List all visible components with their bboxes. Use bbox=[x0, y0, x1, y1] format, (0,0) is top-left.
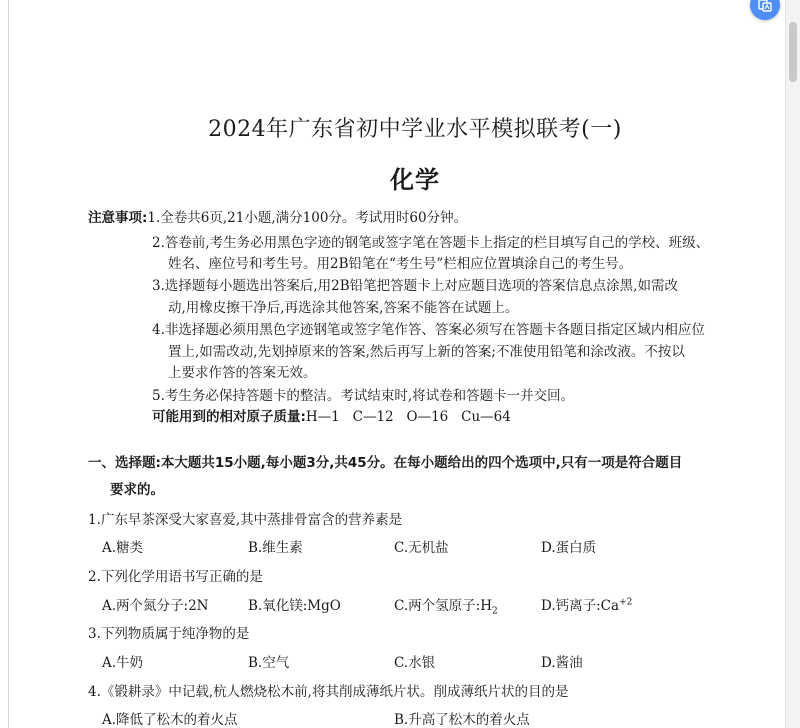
notes-item-3-line-2: 动,用橡皮擦干净后,再选涂其他答案,答案不能答在试题上。 bbox=[168, 300, 519, 316]
notes-item-3-line-1: 3.选择题每小题选出答案后,用2B铅笔把答题卡上对应题目选项的答案信息点涂黑,如需改 bbox=[152, 278, 678, 294]
vertical-scrollbar[interactable] bbox=[785, 0, 800, 728]
question-3-option-a: A.牛奶 bbox=[102, 655, 144, 671]
section-1-heading-cont: 要求的。 bbox=[110, 482, 164, 498]
question-2-option-c-subscript: 2 bbox=[491, 606, 498, 617]
section-1-heading: 一、选择题:本大题共15小题,每小题3分,共45分。在每小题给出的四个选项中,只有一项是符合题目 bbox=[88, 455, 683, 471]
notes-item-4-line-3: 上要求作答的答案无效。 bbox=[168, 365, 317, 381]
question-2-option-c bbox=[394, 594, 498, 617]
question-3-option-d: D.酱油 bbox=[541, 655, 583, 671]
question-2-stem: 2.下列化学用语书写正确的是 bbox=[88, 569, 263, 585]
question-2-option-c-text: C.两个氢原子:H bbox=[394, 598, 492, 614]
translate-icon bbox=[757, 0, 773, 13]
question-2-option-d bbox=[541, 594, 632, 614]
notes-item-2-line-2: 姓名、座位号和考生号。用2B铅笔在“考生号”栏相应位置填涂自己的考生号。 bbox=[168, 256, 633, 272]
question-1-option-b: B.维生素 bbox=[248, 540, 303, 556]
question-2-option-d-superscript: +2 bbox=[619, 597, 633, 608]
notes-item-2-line-1: 2.答卷前,考生务必用黑色字迹的钢笔或签字笔在答题卡上指定的栏目填写自己的学校、班级、 bbox=[152, 235, 710, 251]
exam-subject: 化学 bbox=[390, 166, 440, 194]
question-2-option-a: A.两个氮分子:2N bbox=[102, 598, 209, 614]
notes-item-4-line-1: 4.非选择题必须用黑色字迹钢笔或签字笔作答、答案必须写在答题卡各题目指定区域内相应位 bbox=[152, 322, 705, 338]
atomic-mass-values: H—1 C—12 O—16 Cu—64 bbox=[305, 409, 511, 425]
question-2-option-d-text: D.钙离子:Ca bbox=[541, 598, 620, 614]
question-1-stem: 1.广东早茶深受大家喜爱,其中蒸排骨富含的营养素是 bbox=[88, 512, 403, 528]
floating-translate-button[interactable] bbox=[750, 0, 780, 20]
notes-item-1: 1.全卷共6页,21小题,满分100分。考试用时60分钟。 bbox=[147, 210, 468, 226]
page-left-border bbox=[8, 0, 9, 728]
question-1-option-d: D.蛋白质 bbox=[541, 540, 597, 556]
question-3-option-c: C.水银 bbox=[394, 655, 436, 671]
question-1-option-c: C.无机盐 bbox=[394, 540, 449, 556]
question-4-stem: 4.《锻耕录》中记载,杭人燃烧松木前,将其削成薄纸片状。削成薄纸片状的目的是 bbox=[88, 684, 569, 700]
notes-block bbox=[88, 206, 467, 226]
scrollbar-thumb[interactable] bbox=[789, 22, 797, 82]
notes-heading: 注意事项: bbox=[88, 210, 148, 226]
question-4-option-a: A.降低了松木的着火点 bbox=[102, 712, 238, 728]
notes-item-4-line-2: 置上,如需改动,先划掉原来的答案,然后再写上新的答案;不准使用铅笔和涂改液。不按以 bbox=[168, 344, 685, 360]
question-3-option-b: B.空气 bbox=[248, 655, 290, 671]
atomic-mass-line bbox=[152, 405, 511, 425]
question-2-option-b: B.氧化镁:MgO bbox=[248, 598, 341, 614]
notes-item-5: 5.考生务必保持答题卡的整洁。考试结束时,将试卷和答题卡一并交回。 bbox=[152, 388, 575, 404]
atomic-mass-label: 可能用到的相对原子质量: bbox=[152, 409, 306, 425]
question-4-option-b: B.升高了松木的着火点 bbox=[394, 712, 530, 728]
question-1-option-a: A.糖类 bbox=[102, 540, 144, 556]
exam-title: 2024年广东省初中学业水平模拟联考(一) bbox=[208, 117, 622, 142]
question-3-stem: 3.下列物质属于纯净物的是 bbox=[88, 626, 250, 642]
